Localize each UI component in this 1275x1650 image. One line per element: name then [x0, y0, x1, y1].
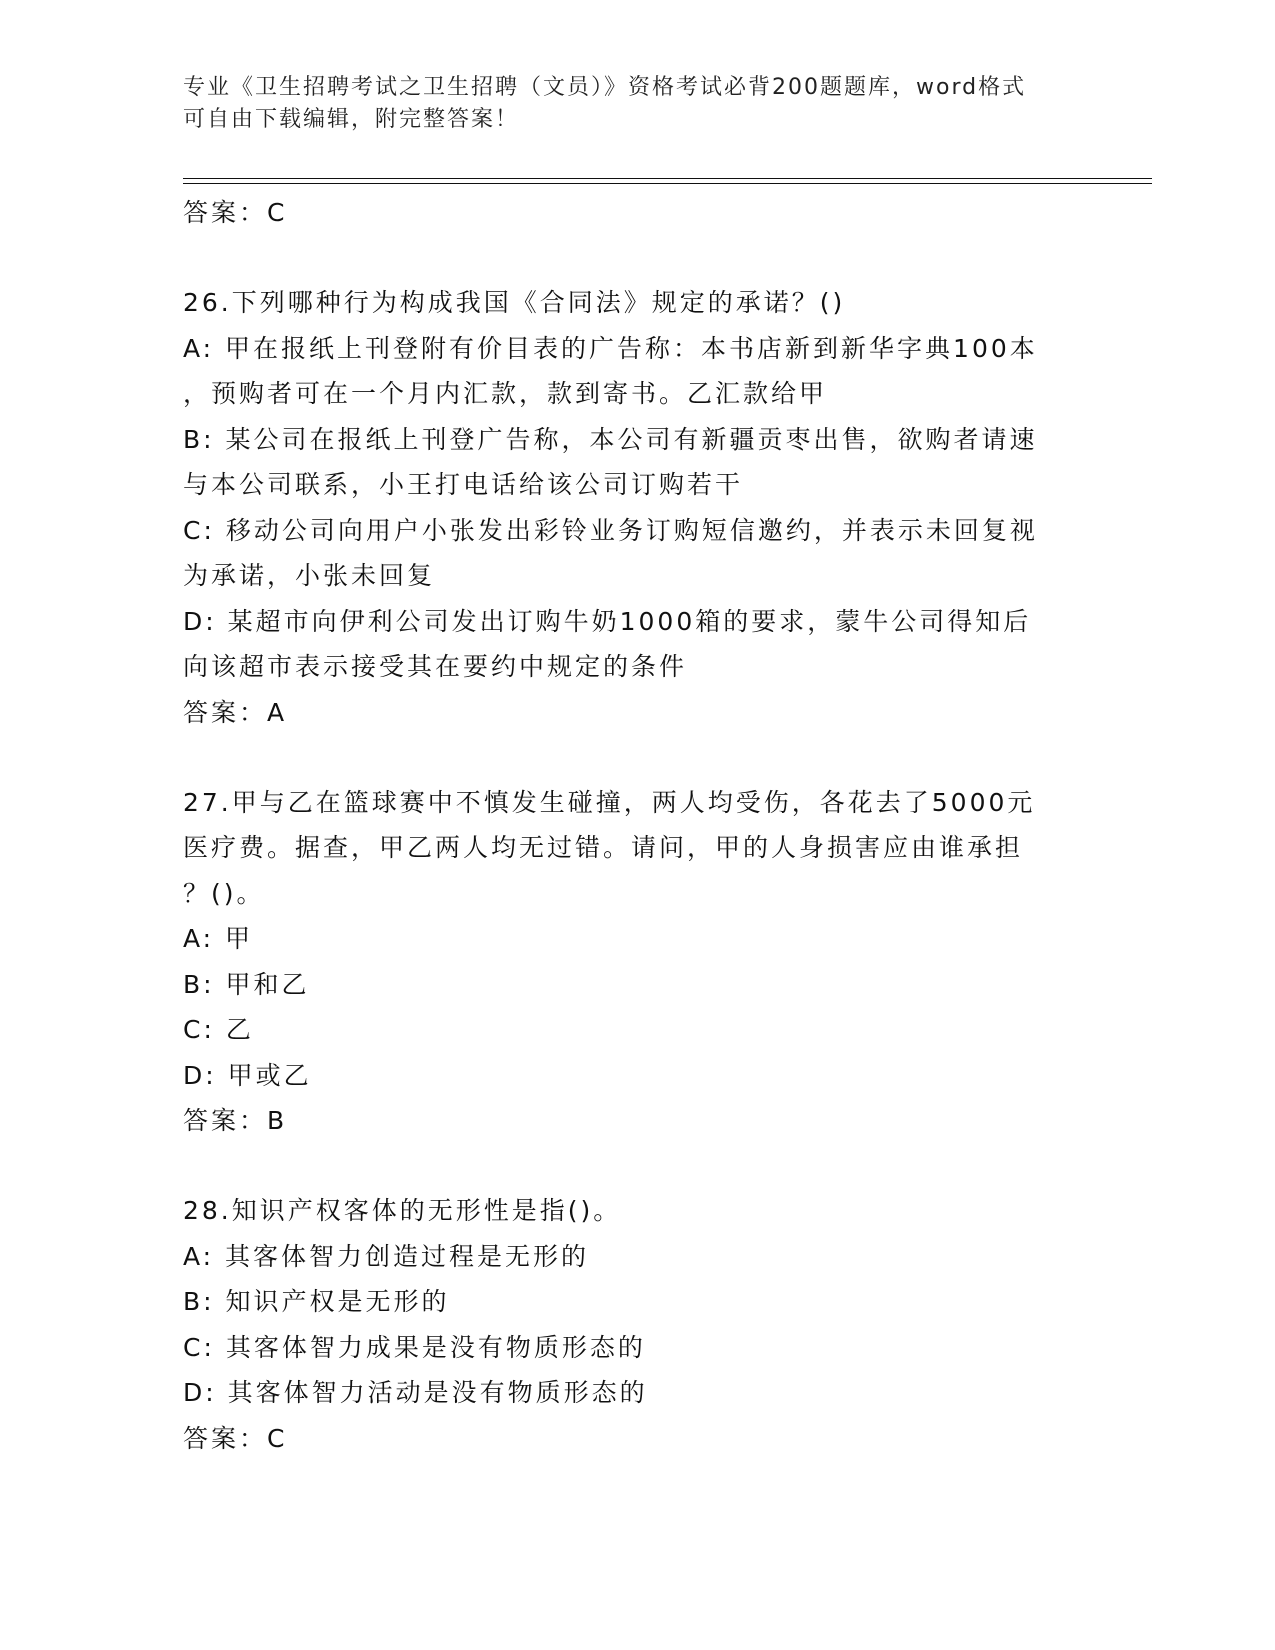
question-stem-cont: ？()。: [183, 878, 265, 908]
spacer: [183, 236, 1083, 280]
option-c: C: 移动公司向用户小张发出彩铃业务订购短信邀约，并表示未回复视: [183, 515, 1038, 545]
option-c: C: 其客体智力成果是没有物质形态的: [183, 1332, 646, 1362]
spacer: [183, 736, 1083, 780]
question-stem: 26.下列哪种行为构成我国《合同法》规定的承诺？(): [183, 288, 846, 317]
option-a-cont: ，预购者可在一个月内汇款，款到寄书。乙汇款给甲: [183, 379, 828, 408]
question-stem: 27.甲与乙在篮球赛中不慎发生碰撞，两人均受伤，各花去了5000元: [183, 787, 1036, 817]
option-d-cont: 向该超市表示接受其在要约中规定的条件: [183, 652, 688, 681]
answer: 答案：C: [183, 1423, 288, 1453]
header-line-2: 可自由下载编辑，附完整答案！: [183, 107, 520, 132]
option-b: B: 甲和乙: [183, 969, 310, 999]
header-line-1: 专业《卫生招聘考试之卫生招聘（文员）》资格考试必背200题题库，word格式: [183, 75, 1027, 100]
option-b: B: 某公司在报纸上刊登广告称，本公司有新疆贡枣出售，欲购者请速: [183, 424, 1038, 454]
question-28: [183, 1188, 1083, 1462]
document-header: [183, 72, 1083, 136]
document-body: [183, 190, 1083, 1462]
option-d: D: 其客体智力活动是没有物质形态的: [183, 1378, 648, 1407]
header-divider-bottom: [183, 183, 1152, 184]
option-c-cont: 为承诺，小张未回复: [183, 561, 436, 590]
answer: 答案：A: [183, 697, 288, 727]
question-stem-cont: 医疗费。据查，甲乙两人均无过错。请问，甲的人身损害应由谁承担: [183, 833, 1024, 862]
option-b: B: 知识产权是无形的: [183, 1287, 450, 1316]
option-b-cont: 与本公司联系，小王打电话给该公司订购若干: [183, 470, 744, 499]
option-a: A: 其客体智力创造过程是无形的: [183, 1241, 590, 1271]
option-d: D: 甲或乙: [183, 1060, 312, 1090]
header-divider-top: [183, 178, 1152, 179]
answer: 答案：B: [183, 1106, 288, 1135]
option-a: A: 甲在报纸上刊登附有价目表的广告称：本书店新到新华字典100本: [183, 333, 1038, 363]
question-26: [183, 280, 1083, 736]
option-d: D: 某超市向伊利公司发出订购牛奶1000箱的要求，蒙牛公司得知后: [183, 606, 1032, 636]
question-27: [183, 780, 1083, 1145]
option-a: A: 甲: [183, 924, 254, 953]
option-c: C: 乙: [183, 1015, 254, 1044]
previous-answer: 答案：C: [183, 198, 288, 227]
spacer: [183, 1144, 1083, 1188]
question-stem: 28.知识产权客体的无形性是指()。: [183, 1196, 622, 1225]
